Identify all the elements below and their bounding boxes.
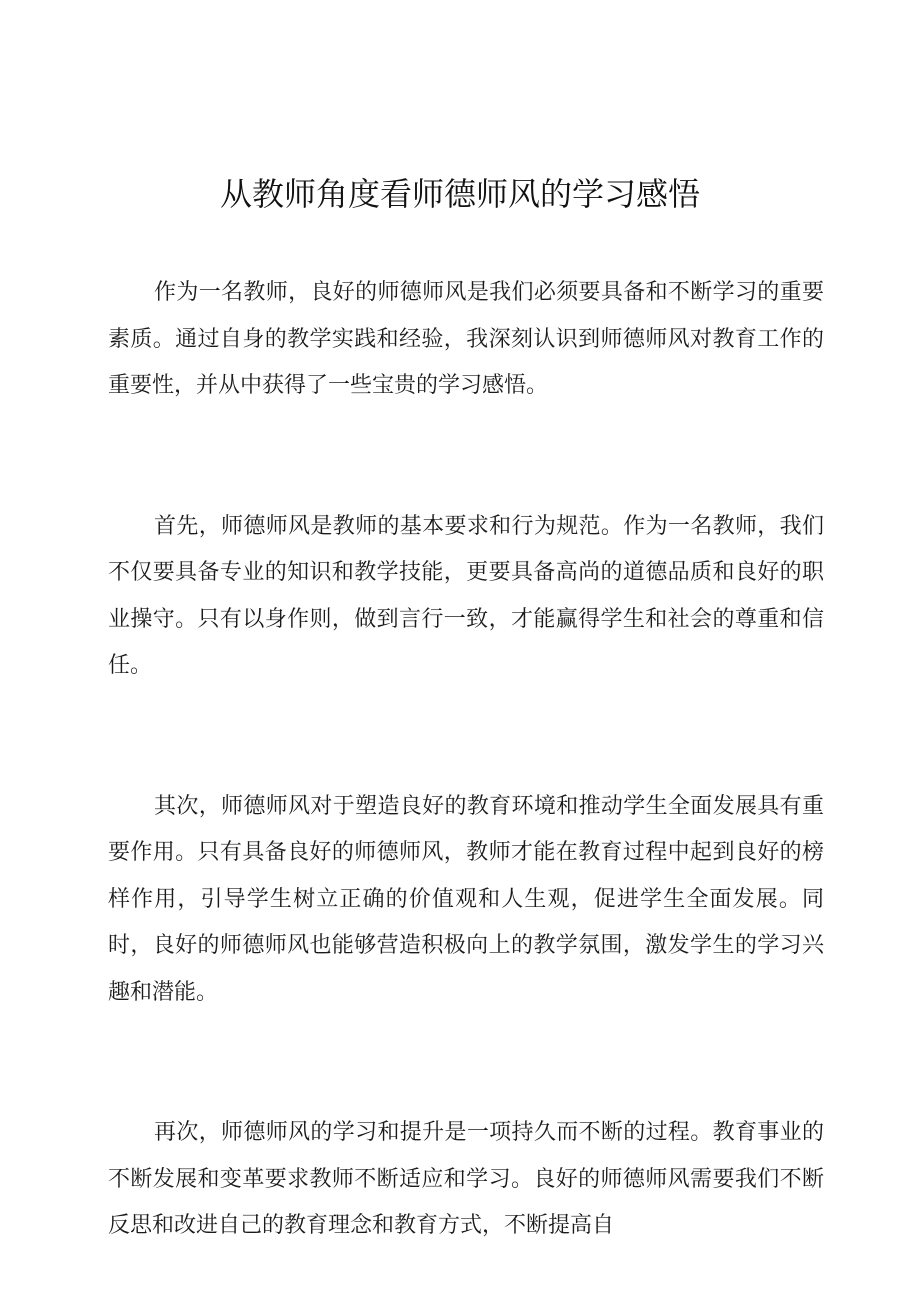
paragraph-1: 作为一名教师，良好的师德师风是我们必须要具备和不断学习的重要素质。通过自身的教学实践和经验，我深刻认识到师德师风对教育工作的重要性，并从中获得了一些宝贵的学习感悟。	[108, 280, 824, 398]
paragraph-3: 其次，师德师风对于塑造良好的教育环境和推动学生全面发展具有重要作用。只有具备良好的师德师风，教师才能在教育过程中起到良好的榜样作用，引导学生树立正确的价值观和人生观，促进学生全面发展。同时，良好的师德师风也能够营造积极向上的教学氛围，激发学生的学习兴趣和潜能。	[108, 793, 824, 1005]
document-title: 从教师角度看师德师风的学习感悟	[219, 175, 700, 213]
document-body	[108, 270, 824, 1250]
paragraph-4: 再次，师德师风的学习和提升是一项持久而不断的过程。教育事业的不断发展和变革要求教师不断适应和学习。良好的师德师风需要我们不断反思和改进自己的教育理念和教育方式，不断提高自	[108, 1120, 824, 1238]
paragraph-2: 首先，师德师风是教师的基本要求和行为规范。作为一名教师，我们不仅要具备专业的知识和教学技能，更要具备高尚的道德品质和良好的职业操守。只有以身作则，做到言行一致，才能赢得学生和社会的尊重和信任。	[108, 513, 824, 678]
